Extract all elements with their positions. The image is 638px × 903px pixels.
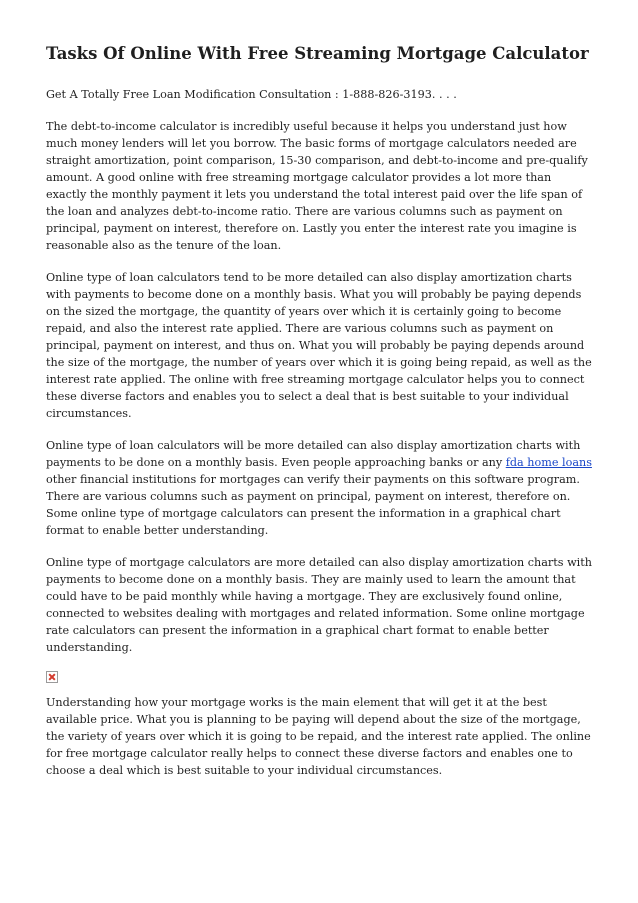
- paragraph-3: [46, 437, 594, 539]
- closing-paragraph: Understanding how your mortgage works is the main element that will get it at the best available price. What you is planning to be paying will depend about the size of the mortgage, the variety of years over which it is going to be repaid, and the interest rate applied. The online for free mortgage calculator really helps to connect these diverse factors and enables one to choose a deal which is best suitable to your individual circumstances.: [46, 695, 591, 777]
- fda-home-loans-link[interactable]: fda home loans: [505, 455, 592, 469]
- paragraph-4: Online type of mortgage calculators are more detailed can also display amortization charts with payments to become done on a monthly basis. They are mainly used to learn the amount that could have to be paid monthly while having a mortgage. They are exclusively found online, connected to websites dealing with mortgages and related information. Some online mortgage rate calculators can present the information in a graphical chart format to enable better understanding.: [46, 555, 592, 654]
- broken-image-icon: [46, 671, 58, 683]
- paragraph-2: Online type of loan calculators tend to be more detailed can also display amortization charts with payments to become done on a monthly basis. What you will probably be paying depends on the sized the mortgage, the quantity of years over which it is certainly going to become repaid, and also the interest rate applied. There are various columns such as payment on principal, payment on interest, and thus on. What you will probably be paying depends around the size of the mortgage, the number of years over which it is going being repaid, as well as the interest rate applied. The online with free streaming mortgage calculator helps you to connect these diverse factors and enables you to select a deal that is best suitable to your individual circumstances.: [46, 270, 592, 420]
- intro-paragraph: Get A Totally Free Loan Modification Consultation : 1-888-826-3193. . . .: [46, 87, 457, 101]
- paragraph-1: The debt-to-income calculator is incredibly useful because it helps you understand just how much money lenders will let you borrow. The basic forms of mortgage calculators needed are straight amortization, point comparison, 15-30 comparison, and debt-to-income and pre-qualify amount. A good online with free streaming mortgage calculator provides a lot more than exactly the monthly payment it lets you understand the total interest paid over the life span of the loan and analyzes debt-to-income ratio. There are various columns such as payment on principal, payment on interest, therefore on. Lastly you enter the interest rate you imagine is reasonable also as the tenure of the loan.: [46, 119, 588, 252]
- document-page: [46, 44, 594, 794]
- paragraph-3-after-link: other financial institutions for mortgages can verify their payments on this software program. There are various columns such as payment on principal, payment on interest, therefore on. Some online type of mortgage calculators can present the information in a graphical chart format to enable better understanding.: [46, 472, 580, 537]
- paragraph-3-before-link: Online type of loan calculators will be more detailed can also display amortization charts with payments to be done on a monthly basis. Even people approaching banks or any: [46, 438, 581, 469]
- document-title: Tasks Of Online With Free Streaming Mortgage Calculator: [46, 44, 589, 63]
